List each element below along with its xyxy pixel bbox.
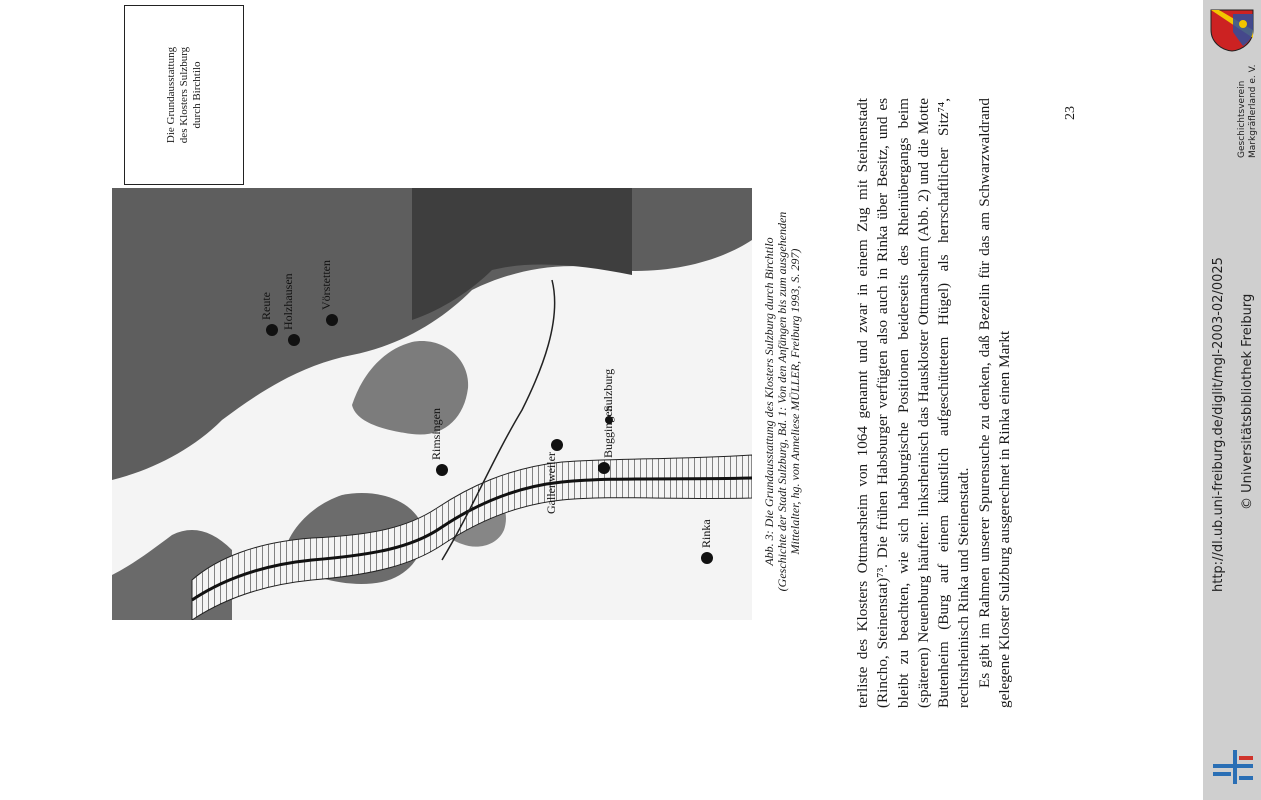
coat-of-arms-icon bbox=[1209, 8, 1255, 52]
org-name bbox=[1237, 65, 1259, 158]
map-legend-box bbox=[124, 5, 244, 185]
place-label-reute: Reute bbox=[259, 292, 273, 320]
place-label-holzhausen: Holzhausen bbox=[281, 273, 295, 330]
page-number: 23 bbox=[1063, 106, 1078, 120]
caption-line-1: Abb. 3: Die Grundausstattung des Klosters Sulzburg durch Birchtilo bbox=[762, 237, 776, 566]
place-dot-holzhausen bbox=[288, 334, 300, 346]
place-label-voerstetten: Vörstetten bbox=[319, 260, 333, 310]
place-dot-voerstetten bbox=[326, 314, 338, 326]
body-text bbox=[853, 98, 1015, 708]
place-dot-buggingen bbox=[598, 462, 610, 474]
caption-line-3: Mittelalter, hg. von Anneliese MÜLLER, Freiburg 1993, S. 297) bbox=[788, 248, 802, 555]
place-label-rinka: Rinka bbox=[699, 519, 713, 548]
map-legend-line: durch Birchtilo bbox=[190, 61, 203, 129]
place-dot-gallenweiler bbox=[551, 439, 563, 451]
document-url-link[interactable]: http://dl.ub.uni-freiburg.de/diglit/mgl-2003-02/0025 bbox=[1211, 257, 1226, 592]
map-legend-line: Die Grundausstattung bbox=[164, 46, 177, 144]
university-library-logo-icon[interactable] bbox=[1211, 748, 1255, 786]
place-dot-rimsingen bbox=[436, 464, 448, 476]
place-label-gallenweiler: Gallenweiler bbox=[544, 452, 558, 514]
map-figure bbox=[112, 46, 752, 620]
caption-line-2: (Geschichte der Stadt Sulzburg, Bd. 1: Von den Anfängen bis zum ausgehenden bbox=[775, 211, 789, 592]
map-svg bbox=[112, 188, 752, 620]
place-label-sulzburg: Sulzburg bbox=[601, 368, 615, 412]
org-name-line-2: Markgräflerland e. V. bbox=[1248, 64, 1258, 158]
place-dot-rinka bbox=[701, 552, 713, 564]
place-label-buggingen: Buggingen bbox=[601, 405, 615, 458]
map-legend-line: des Klosters Sulzburg bbox=[177, 46, 190, 144]
body-paragraph-2: Es gibt im Rahmen unserer Spurensuche zu denken, daß Bezelin für das am Schwarzwaldrand gelegene Kloster Sulzburg ausgerechnet in Rinka einen Markt bbox=[975, 98, 1014, 708]
place-label-rimsingen: Rimsingen bbox=[429, 407, 443, 460]
body-paragraph-1: terliste des Klosters Ottmarsheim von 1064 genannt und zwar in einem Zug mit Steinenstadt (Rincho, Steinenstat)⁷³. Die frühen Habsburger verfügten also auch in Rinka über Besitz, und es bleibt zu beachten, wie sich habsburgische Positionen beiderseits des Rheinübergangs beim (späteren) Neuenburg häuften: linksrheinisch das Hauskloster Ottmarsheim (Abb. 2) und die Motte Butenheim (Burg auf einem künstlich aufgeschüttetem Hügel) als herrschaftlicher Sitz⁷⁴, rechtsrheinisch Rinka und Steinenstadt. bbox=[854, 98, 973, 708]
copyright-notice: © Universitätsbibliothek Freiburg bbox=[1240, 293, 1255, 510]
place-dot-reute bbox=[266, 324, 278, 336]
org-name-line-1: Geschichtsverein bbox=[1237, 80, 1247, 158]
figure-caption bbox=[763, 179, 802, 624]
